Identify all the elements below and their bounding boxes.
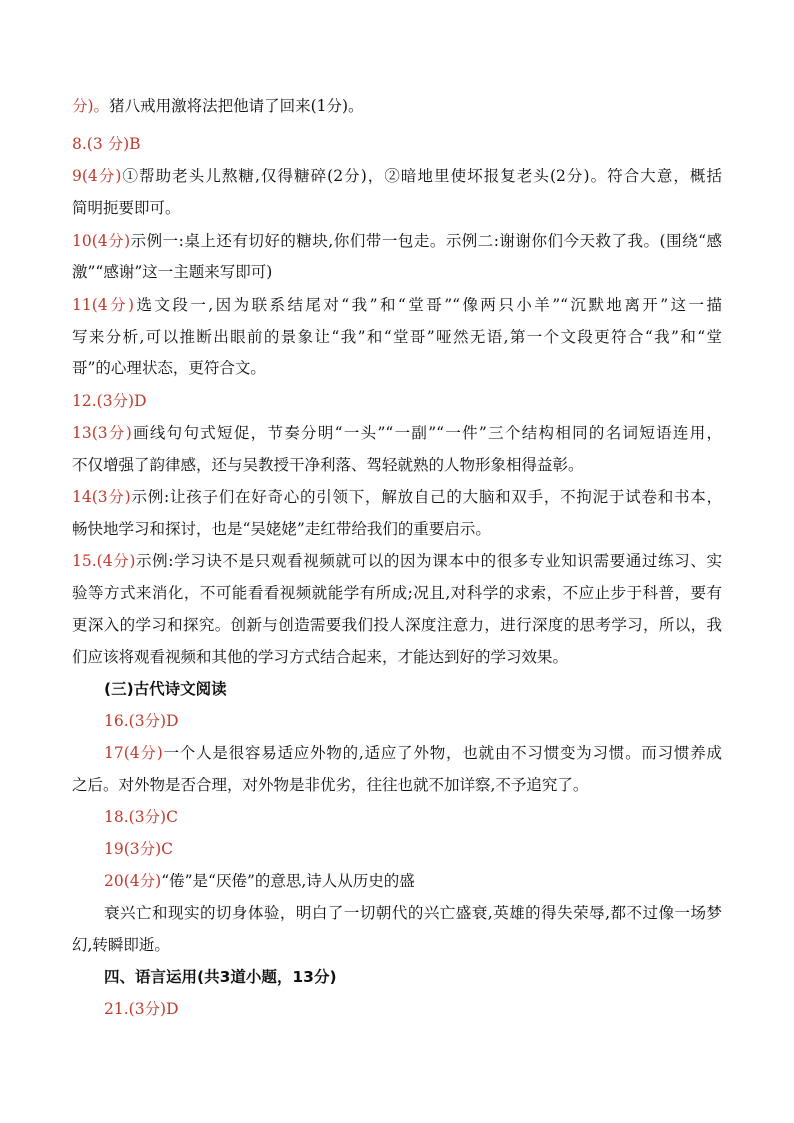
answer-18: 18.(3分)C [104,808,178,826]
answer-19: 19(3分)C [104,840,174,858]
answer-15-cont-2: 更深入的学习和探究。创新与创造需要我们投人深度注意力，进行深度的思考学习，所以，我 [72,616,722,634]
answer-17-cont: 之后。对外物是否合理，对外物是非优劣，往往也就不加详察,不予追究了。 [72,776,589,794]
answer-8: 8.(3 分)B [72,135,141,153]
answer-14: 14(3分)示例:让孩子们在好奇心的引领下，解放自己的大脑和双手，不拘泥于试卷和书本， [72,488,722,506]
answer-15-cont-1: 验等方式来消化，不可能看看视频就能学有所成;况且,对科学的求索，不应止步于科普，要有 [72,584,722,602]
answer-10: 10(4分)示例一:桌上还有切好的糖块,你们带一包走。示例二:谢谢你们今天救了我。(围绕“感 [72,232,722,250]
answer-15-cont-3: 们应该将观看视频和其他的学习方式结合起来，才能达到好的学习效果。 [72,648,569,666]
answer-21: 21.(3分)D [104,1000,179,1018]
answer-12: 12.(3分)D [72,392,147,410]
answer-20-cont-2: 幻,转瞬即逝。 [72,936,170,954]
section-heading-language: 四、语言运用(共3道小题，13分) [104,968,337,986]
answer-20-cont-1: 衰兴亡和现实的切身体验，明白了一切朝代的兴亡盛衰,英雄的得失荣辱,都不过像一场梦 [104,904,722,922]
answer-11-cont-2: 哥”的心理状态，更符合文。 [72,359,266,377]
answer-9-cont: 简明扼要即可。 [72,199,181,217]
answer-13: 13(3分)画线句句式短促，节奏分明“一头”“一副”“一件”三个结构相同的名词短语连用， [72,424,723,442]
answer-20: 20(4分)“倦”是“厌倦”的意思,诗人从历史的盛 [104,872,415,890]
answer-13-cont: 不仅增强了韵律感，还与吴教授干净利落、驾轻就熟的人物形象相得益彰。 [72,456,584,474]
answer-line-7-cont: 分)。猪八戒用激将法把他请了回来(1分)。 [72,97,364,115]
answer-14-cont: 畅快地学习和探讨，也是“吴姥姥”走红带给我们的重要启示。 [72,520,491,538]
answer-11: 11(4分)选文段一,因为联系结尾对“我”和“堂哥”“像两只小羊”“沉默地离开”这一描 [72,296,722,314]
answer-9: 9(4分)①帮助老头儿熬糖,仅得糖碎(2分)，②暗地里使坏报复老头(2分)。符合大意，概括 [72,167,722,185]
answer-11-cont-1: 写来分析,可以推断出眼前的景象让“我”和“堂哥”哑然无语,第一个文段更符合“我”和“堂 [72,328,722,346]
answer-10-cont: 激”“感谢”这一主题来写即可) [72,263,273,281]
section-heading-classical: (三)古代诗文阅读 [104,680,227,698]
answer-15: 15.(4分)示例:学习诀不是只观看视频就可以的因为课本中的很多专业知识需要通过练习、实 [72,552,722,570]
answer-17: 17(4分)一个人是很容易适应外物的,适应了外物，也就由不习惯变为习惯。而习惯养成 [104,744,722,762]
answer-16: 16.(3分)D [104,712,179,730]
